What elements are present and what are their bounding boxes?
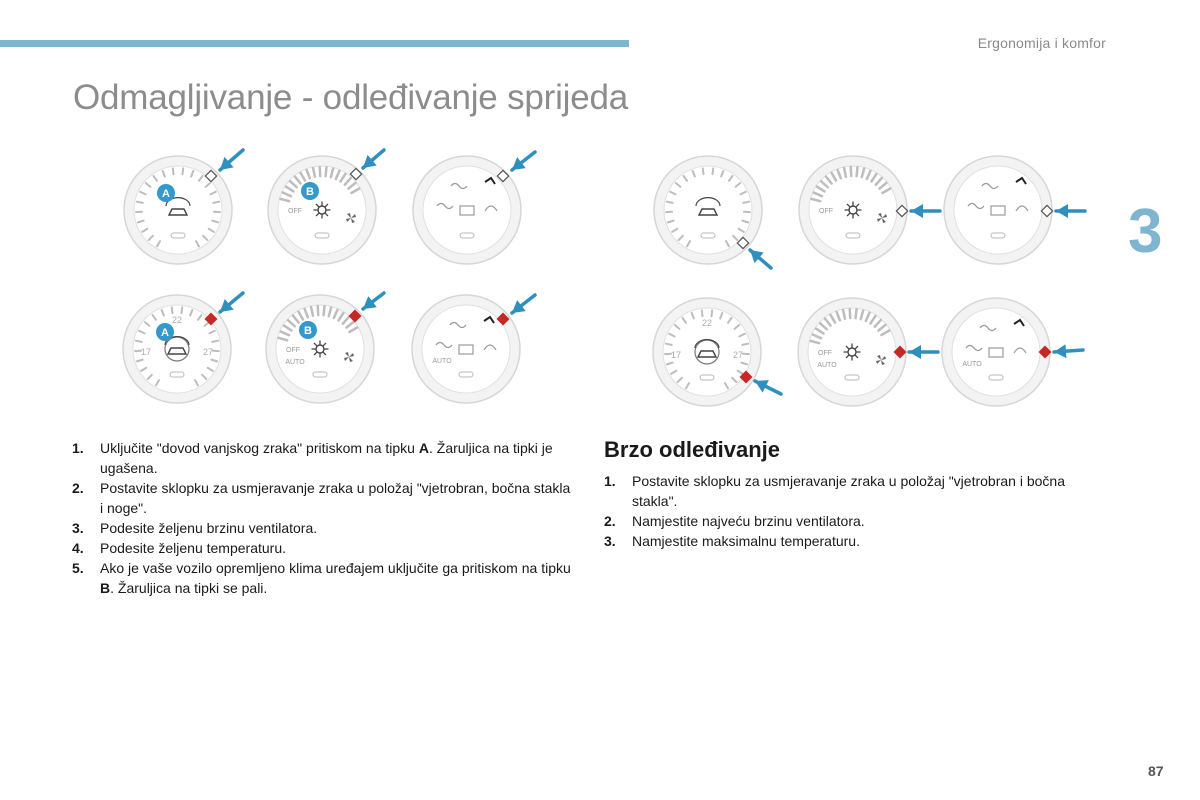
- recirculation-dial: [124, 156, 232, 264]
- step-text: . Žaruljica na tipki je ugašena.: [100, 440, 553, 476]
- dial-tick: [172, 307, 173, 313]
- dial-tick: [136, 341, 142, 342]
- dial-tick: [711, 310, 712, 316]
- dial-tick: [212, 341, 218, 342]
- step-item: [72, 438, 572, 478]
- dial-face: [952, 308, 1040, 396]
- dial-tick: [324, 306, 325, 315]
- dial-tick: [666, 344, 672, 345]
- step-number: 3.: [604, 533, 616, 549]
- temp-label-top: 22: [171, 315, 183, 325]
- dial-tick: [667, 202, 673, 203]
- step-number: 1.: [604, 473, 616, 489]
- auto-label: AUTO: [962, 361, 982, 368]
- chapter-number: 3: [1128, 197, 1163, 266]
- button-badge-label: A: [161, 327, 169, 339]
- step-item: [72, 518, 572, 538]
- step-number: 5.: [72, 560, 84, 576]
- temp-label-right: 27: [732, 350, 744, 360]
- off-label: OFF: [286, 347, 300, 354]
- temp-label-left: 17: [670, 350, 682, 360]
- button-reference: B: [100, 580, 111, 596]
- dial-face: [423, 166, 511, 254]
- button-reference: A: [418, 440, 429, 456]
- step-number: 2.: [604, 513, 616, 529]
- dial-tick: [326, 167, 327, 176]
- temp-label-right: 27: [202, 347, 214, 357]
- dial-tick: [712, 168, 713, 174]
- off-label: OFF: [819, 208, 833, 215]
- step-item: [604, 471, 1084, 511]
- step-number: 3.: [72, 520, 84, 536]
- off-label: OFF: [818, 350, 832, 357]
- step-number: 4.: [72, 540, 84, 556]
- dial-tick: [181, 307, 182, 313]
- dial-tick: [703, 168, 704, 174]
- section-label: Ergonomija i komfor: [977, 35, 1106, 51]
- auto-label: AUTO: [285, 359, 305, 366]
- air-distribution-dial: [944, 156, 1053, 264]
- pointer-arrow-head: [1056, 204, 1068, 218]
- step-number: 1.: [72, 440, 84, 456]
- quick-defrost-steps-list: [604, 471, 1084, 551]
- dial-tick: [857, 167, 858, 176]
- temp-label-left: 17: [140, 347, 152, 357]
- step-item: [604, 531, 1084, 551]
- quick-defrost-heading: Brzo odleđivanje: [604, 437, 781, 462]
- step-item: [72, 538, 572, 558]
- recirculation-dial: [653, 298, 761, 406]
- button-badge-label: A: [162, 188, 170, 200]
- fan-dial: [798, 298, 906, 406]
- page-number: 87: [1148, 763, 1164, 779]
- pointer-arrow-head: [909, 345, 921, 359]
- defog-steps-list: [72, 438, 572, 598]
- button-badge-label: B: [306, 186, 314, 198]
- pointer-arrow-head: [1054, 344, 1066, 358]
- step-item: [604, 511, 1084, 531]
- step-text: Podesite željenu brzinu ventilatora.: [100, 520, 318, 536]
- step-text: Podesite željenu temperaturu.: [100, 540, 286, 556]
- temp-label-top: 22: [701, 318, 713, 328]
- recirculation-dial: [654, 156, 762, 264]
- step-item: [72, 558, 572, 598]
- dial-face: [422, 305, 510, 393]
- air-distribution-dial: [413, 156, 521, 264]
- step-number: 2.: [72, 480, 84, 496]
- dial-tick: [137, 202, 143, 203]
- off-label: OFF: [288, 208, 302, 215]
- dial-tick: [742, 344, 748, 345]
- air-distribution-dial: [942, 298, 1051, 406]
- dial-tick: [856, 309, 857, 318]
- step-item: [72, 478, 572, 518]
- step-text: Namjestite maksimalnu temperaturu.: [632, 533, 860, 549]
- auto-label: AUTO: [432, 358, 452, 365]
- step-text: . Žaruljica na tipki se pali.: [110, 580, 268, 596]
- step-text: Uključite "dovod vanjskog zraka" pritiskom na tipku: [100, 440, 419, 456]
- auto-label: AUTO: [817, 362, 837, 369]
- step-text: Postavite sklopku za usmjeravanje zraka u položaj "vjetrobran, bočna stakla i noge".: [100, 480, 571, 516]
- dial-face: [954, 166, 1042, 254]
- button-badge-label: B: [304, 325, 312, 337]
- dial-tick: [182, 168, 183, 174]
- step-text: Ako je vaše vozilo opremljeno klima uređajem uključite ga pritiskom na tipku: [100, 560, 571, 576]
- recirculation-dial: [123, 295, 231, 403]
- dial-tick: [213, 202, 219, 203]
- dial-tick: [173, 168, 174, 174]
- dial-tick: [702, 310, 703, 316]
- dial-tick: [743, 202, 749, 203]
- fan-dial: [799, 156, 908, 264]
- step-text: Postavite sklopku za usmjeravanje zraka u položaj "vjetrobran i bočna stakla".: [632, 473, 1065, 509]
- page-title: Odmagljivanje - odleđivanje sprijeda: [73, 78, 629, 117]
- air-distribution-dial: [412, 295, 520, 403]
- fan-dial: [266, 295, 374, 403]
- pointer-arrow-head: [911, 204, 923, 218]
- fan-dial: [268, 156, 376, 264]
- step-text: Namjestite najveću brzinu ventilatora.: [632, 513, 865, 529]
